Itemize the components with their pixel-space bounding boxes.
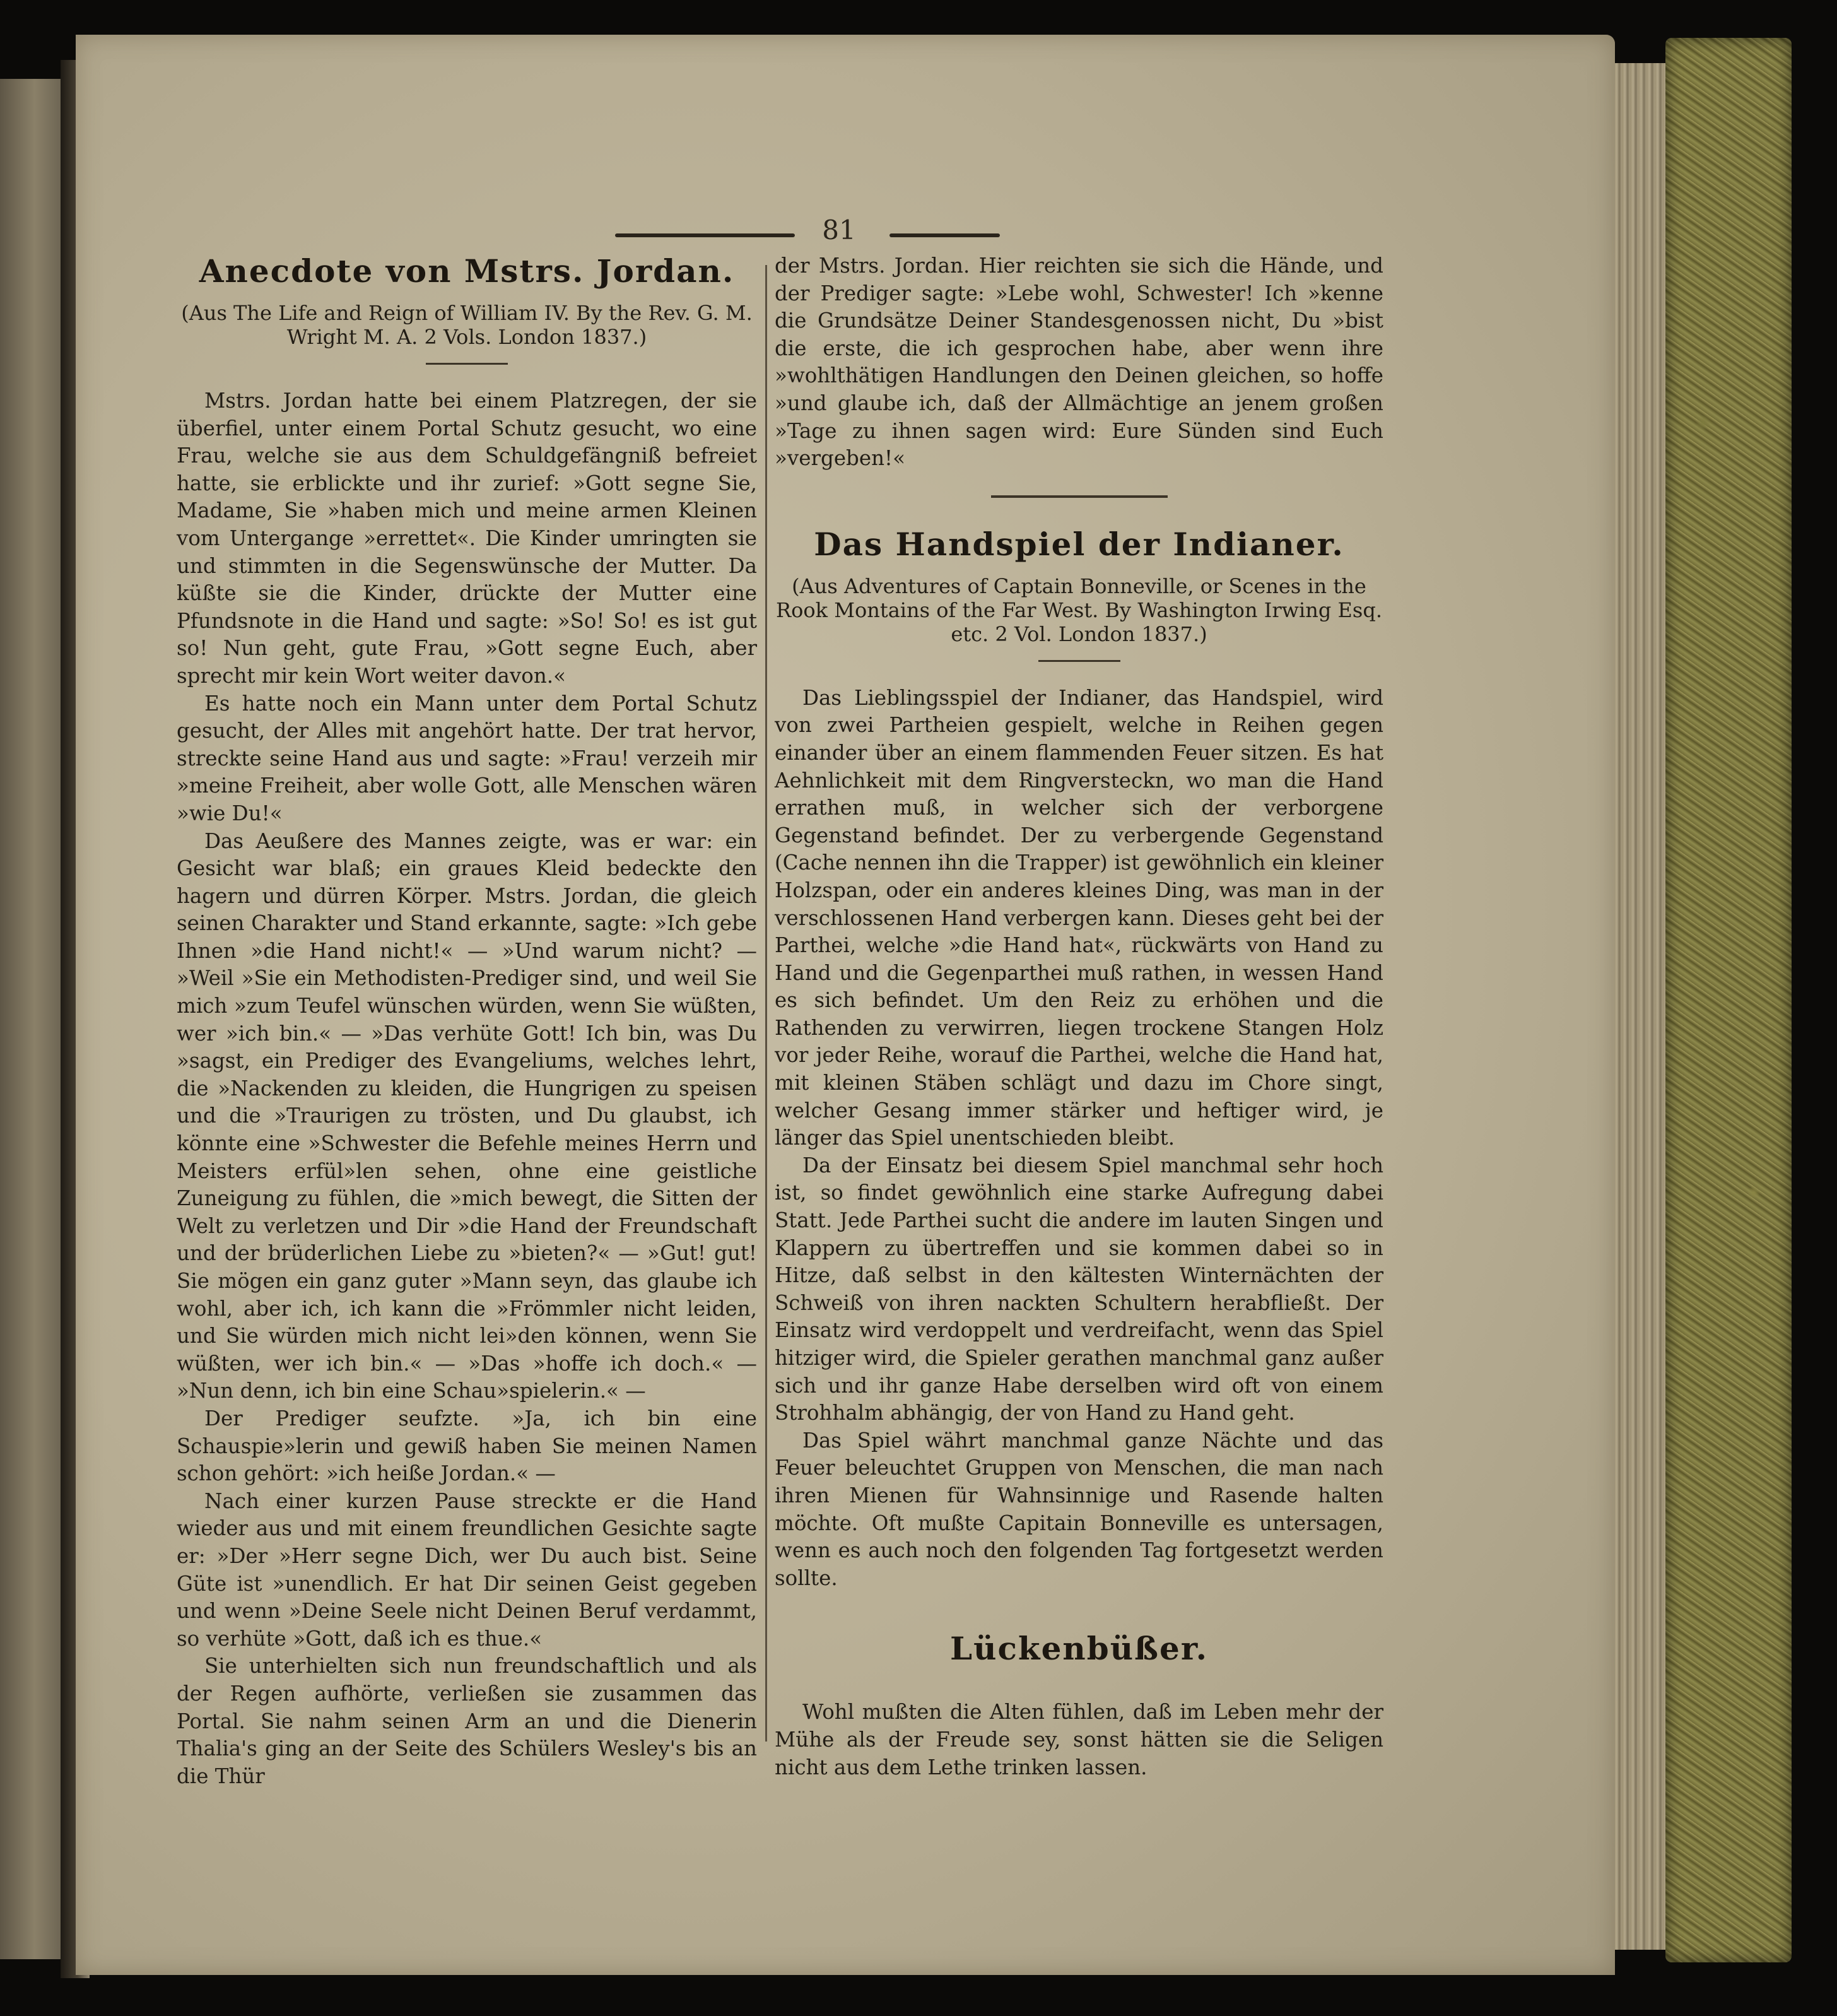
article-title-handspiel: Das Handspiel der Indianer. (814, 525, 1344, 563)
right-column (775, 252, 1383, 1781)
paragraph: Da der Einsatz bei diesem Spiel manchmal sehr hoch ist, so findet gewöhnlich eine starke Aufregung dabei Statt. Jede Parthei sucht die andere im lauten Singen und Klappern zu übertreffen und sie kommen dabei so in Hitze, daß selbst in den kältesten Winternächten der Schweiß von ihren nackten Schultern herabfließt. Der Einsatz wird verdoppelt und verdreifacht, wenn das Spiel hitziger wird, die Spieler gerathen manchmal ganz außer sich und ihr ganze Habe derselben wird oft von einem Strohhalm abhängig, der von Hand zu Hand geht. (775, 1153, 1383, 1425)
paragraph: Wohl mußten die Alten fühlen, daß im Leben mehr der Mühe als der Freude sey, sonst hätten sie die Seligen nicht aus dem Lethe trinken lassen. (775, 1700, 1383, 1779)
paragraph: Das Lieblingsspiel der Indianer, das Handspiel, wird von zwei Partheien gespielt, welche in Reihen gegen einander über an einem flammenden Feuer sitzen. Es hat Aehnlichkeit mit dem Ringversteckn, wo man die Hand errathen muß, in welcher sich der verborgene Gegenstand befindet. Der zu verbergende Gegenstand (Cache nennen ihn die Trapper) ist gewöhnlich ein kleiner Holzspan, oder ein anderes kleines Ding, was man in der verschlossenen Hand verbergen kann. Dieses geht bei der Parthei, welche »die Hand hat«, rückwärts von Hand zu Hand und die Gegenparthei muß rathen, in wessen Hand es sich befindet. Um den Reiz zu erhöhen und die Rathenden zu verwirren, liegen trockene Stangen Holz vor jeder Reihe, worauf die Parthei, welche die Hand hat, mit kleinen Stäben schlägt und dazu im Chore singt, welcher Gesang immer stärker und heftiger wird, je länger das Spiel unentschieden bleibt. (775, 685, 1383, 1150)
facing-page-edge (0, 79, 63, 1959)
section-rule (1038, 660, 1120, 662)
paragraph: Der Prediger seufzte. »Ja, ich bin eine Schauspie»lerin und gewiß haben Sie meinen Namen schon gehört: »ich heiße Jordan.« — (177, 1406, 757, 1486)
section-rule (991, 495, 1168, 498)
section-rule (426, 363, 508, 365)
paragraph: Das Spiel währt manchmal ganze Nächte und das Feuer beleuchtet Gruppen von Menschen, die man nach ihren Mienen für Wahnsinnige und Rasende halten möchte. Oft mußte Capitain Bonneville es untersagen, wenn es auch noch den folgenden Tag fortgesetzt werden sollte. (775, 1428, 1383, 1590)
paragraph: Es hatte noch ein Mann unter dem Portal Schutz gesucht, der Alles mit angehört hatte. Der trat hervor, streckte seine Hand aus und sagte: »Frau! verzeih mir »meine Freiheit, aber wolle Gott, alle Menschen wären »wie Du!« (177, 691, 757, 825)
header-rule-right (889, 233, 1000, 237)
article-source-jordan: (Aus The Life and Reign of William IV. By the Rev. G. M. Wright M. A. 2 Vols. London 1837.) (181, 301, 753, 349)
paragraph: Mstrs. Jordan hatte bei einem Platzregen, der sie überfiel, unter einem Portal Schutz gesucht, wo eine Frau, welche sie aus dem Schuldgefängniß befreiet hatte, sie erblickte und ihr zurief: »Gott segne Sie, Madame, Sie »haben mich und meine armen Kleinen vom Untergange »errettet«. Die Kinder umringten sie und stimmten in die Segenswünsche der Mutter. Da küßte sie die Kinder, drückte der Mutter eine Pfundsnote in die Hand und sagte: »So! So! es ist gut so! Nun geht, gute Frau, »Gott segne Euch, aber sprecht mir kein Wort weiter davon.« (177, 389, 757, 688)
paragraph: Nach einer kurzen Pause streckte er die Hand wieder aus und mit einem freundlichen Gesichte sagte er: »Der »Herr segne Dich, wer Du auch bist. Seine Güte ist »unendlich. Er hat Dir seinen Geist gegeben und wenn »Deine Seele nicht Deinen Beruf verdammt, so verhüte »Gott, daß ich es thue.« (177, 1488, 757, 1651)
column-divider (765, 265, 767, 1742)
paragraph-continued: der Mstrs. Jordan. Hier reichten sie sich die Hände, und der Prediger sagte: »Lebe wohl, Schwester! Ich »kenne die Grundsätze Deiner Standesgenossen nicht, Du »bist die erste, die ich gesprochen habe, aber wenn ihre »wohlthätigen Handlungen den Deinen gleichen, so hoffe »und glaube ich, daß der Allmächtige an jenem großen »Tage zu ihnen sagen wird: Eure Sünden sind Euch »vergeben!« (775, 254, 1383, 471)
header-rule-left (615, 233, 795, 237)
article-source-handspiel: (Aus Adventures of Captain Bonneville, or Scenes in the Rook Montains of the Far West. By Washington Irwing Esq. etc. 2 Vol. London 1837.) (776, 574, 1382, 646)
paragraph: Das Aeußere des Mannes zeigte, was er war: ein Gesicht war blaß; ein graues Kleid bedeckte den hagern und dürren Körper. Mstrs. Jordan, die gleich seinen Charakter und Stand erkannte, sagte: »Ich gebe Ihnen »die Hand nicht!« — »Und warum nicht? — »Weil »Sie ein Methodisten-Prediger sind, und weil Sie mich »zum Teufel wünschen würden, wenn Sie wüßten, wer »ich bin.« — »Das verhüte Gott! Ich bin, was Du »sagst, ein Prediger des Evangeliums, welches lehrt, die »Nackenden zu kleiden, die Hungrigen zu speisen und die »Traurigen zu trösten, und Du glaubst, ich könnte eine »Schwester die Befehle meines Herrn und Meisters erfül»len sehen, ohne eine geistliche Zuneigung zu fühlen, die »mich bewegt, die Sitten der Welt zu verletzen und Dir »die Hand der Freundschaft und der brüderlichen Liebe zu »bieten?« — »Gut! gut! Sie mögen ein ganz guter »Mann seyn, das glaube ich wohl, aber ich, ich kann die »Frömmler nicht leiden, und Sie würden mich nicht lei»den können, wenn Sie wüßten, wer ich bin.« — »Das »hoffe ich doch.« — »Nun denn, ich bin eine Schau»spielerin.« — (177, 828, 757, 1403)
left-column (177, 252, 757, 1790)
article-title-jordan: Anecdote von Mstrs. Jordan. (199, 252, 735, 290)
page-header (76, 215, 1615, 252)
paragraph: Sie unterhielten sich nun freundschaftlich und als der Regen aufhörte, verließen sie zusammen das Portal. Sie nahm seinen Arm an und die Dienerin Thalia's ging an der Seite des Schülers Wesley's bis an die Thür (177, 1654, 757, 1788)
page-number: 81 (822, 215, 856, 245)
article-title-lueckenbuesser: Lückenbüßer. (949, 1630, 1209, 1668)
marbled-cover (1665, 38, 1792, 1962)
